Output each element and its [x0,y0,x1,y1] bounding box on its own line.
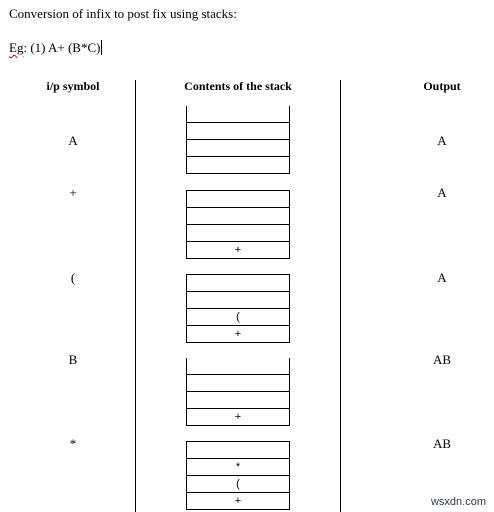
stack-slot: + [187,242,289,259]
stack-slot: * [187,459,289,476]
stack-slot [187,208,289,225]
row-output: A [437,185,447,200]
document-title: Conversion of infix to post fix using stacks: [9,6,237,21]
stack-diagram [186,274,290,343]
stack-slot [187,157,289,174]
stack-slot [187,140,289,157]
row-output: AB [432,436,452,451]
column-header-stack: Contents of the stack [184,79,292,93]
watermark: wsxdn.com [430,496,486,508]
row-input-symbol: * [69,436,77,451]
example-prefix: Eg [9,40,24,55]
stack-slot [187,123,289,140]
row-output: A [437,270,447,285]
row-output: AB [432,352,452,367]
stack-slot [187,191,289,208]
example-expression: : (1) A+ (B*C) [23,40,101,55]
row-input-symbol: ( [70,270,76,285]
stack-slot [187,292,289,309]
stack-slot [187,358,289,375]
stack-diagram [186,441,290,510]
column-divider-left [135,80,136,512]
stack-slot: + [187,326,289,343]
column-header-output: Output [423,79,461,93]
stack-slot [187,106,289,123]
stack-slot: + [187,409,289,426]
row-input-symbol: A [68,133,78,148]
stack-diagram [186,106,290,174]
stack-slot [187,392,289,409]
stack-diagram [186,190,290,259]
row-input-symbol: + [69,185,77,200]
row-input-symbol: B [68,352,78,367]
stack-slot [187,225,289,242]
example-line [9,40,102,56]
stack-slot [187,442,289,459]
stack-slot: + [187,493,289,510]
text-cursor [101,40,102,55]
stack-slot: ( [187,476,289,493]
column-header-input: i/p symbol [46,79,100,93]
column-divider-right [340,80,341,512]
stack-slot [187,375,289,392]
row-output: A [437,133,447,148]
stack-diagram [186,358,290,426]
stack-slot [187,275,289,292]
stack-slot: ( [187,309,289,326]
